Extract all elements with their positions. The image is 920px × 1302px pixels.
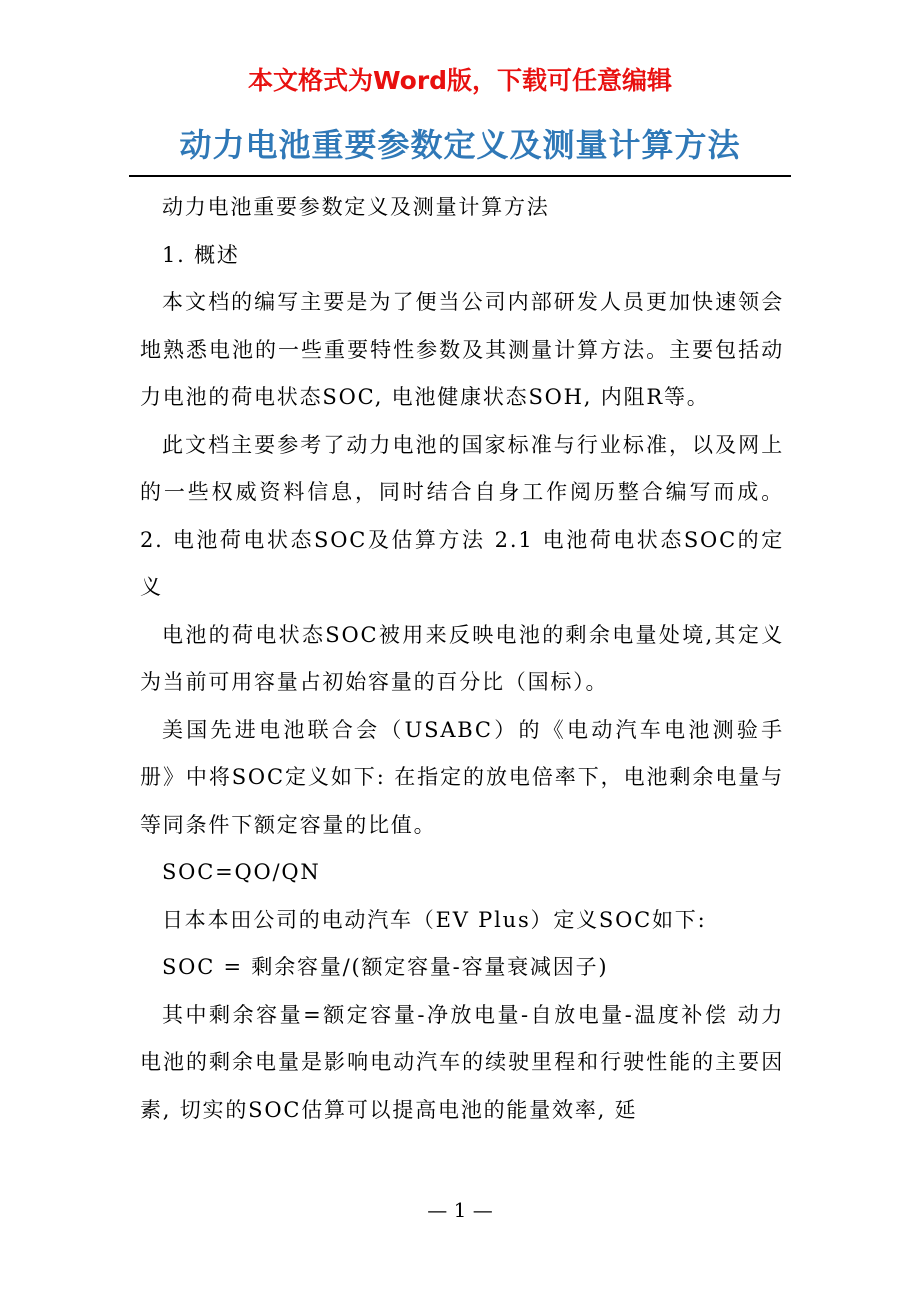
paragraph-usabc-definition: 美国先进电池联合会（USABC）的《电动汽车电池测验手册》中将SOC定义如下: 在指定的放电倍率下，电池剩余电量与等同条件下额定容量的比值。: [140, 717, 784, 837]
paragraph-remaining-capacity: 其中剩余容量=额定容量-净放电量-自放电量-温度补偿 动力电池的剩余电量是影响电动汽车的续驶里程和行驶性能的主要因素, 切实的SOC估算可以提高电池的能量效率, 延: [140, 1002, 784, 1122]
formula-honda-soc: SOC = 剩余容量/(额定容量-容量衰减因子): [162, 955, 609, 979]
paragraph-references: 此文档主要参考了动力电池的国家标准与行业标准，以及网上的一些权威资料信息，同时结合自身工作阅历整合编写而成。 2. 电池荷电状态SOC及估算方法 2.1 电池荷电状态SOC的定义: [140, 432, 784, 599]
paragraph-honda-definition: 日本本田公司的电动汽车（EV Plus）定义SOC如下:: [162, 907, 707, 932]
formula-soc: SOC=QO/QN: [162, 860, 321, 884]
paragraph-purpose: 本文档的编写主要是为了便当公司内部研发人员更加快速领会地熟悉电池的一些重要特性参数及其测量计算方法。主要包括动力电池的荷电状态SOC, 电池健康状态SOH, 内阻R等。: [140, 290, 784, 409]
format-notice: 本文格式为Word版，下载可任意编辑: [247, 66, 673, 95]
title-divider: [129, 175, 791, 177]
paragraph-soc-definition: 电池的荷电状态SOC被用来反映电池的剩余电量处境,其定义为当前可用容量占初始容量的百分比（国标）。: [140, 622, 784, 694]
page-number: — 1 —: [427, 1198, 493, 1222]
document-title: 动力电池重要参数定义及测量计算方法: [179, 126, 741, 164]
document-body: [140, 184, 784, 1134]
paragraph-section-1-heading: 1. 概述: [162, 242, 240, 267]
paragraph-subtitle: 动力电池重要参数定义及测量计算方法: [162, 195, 550, 219]
